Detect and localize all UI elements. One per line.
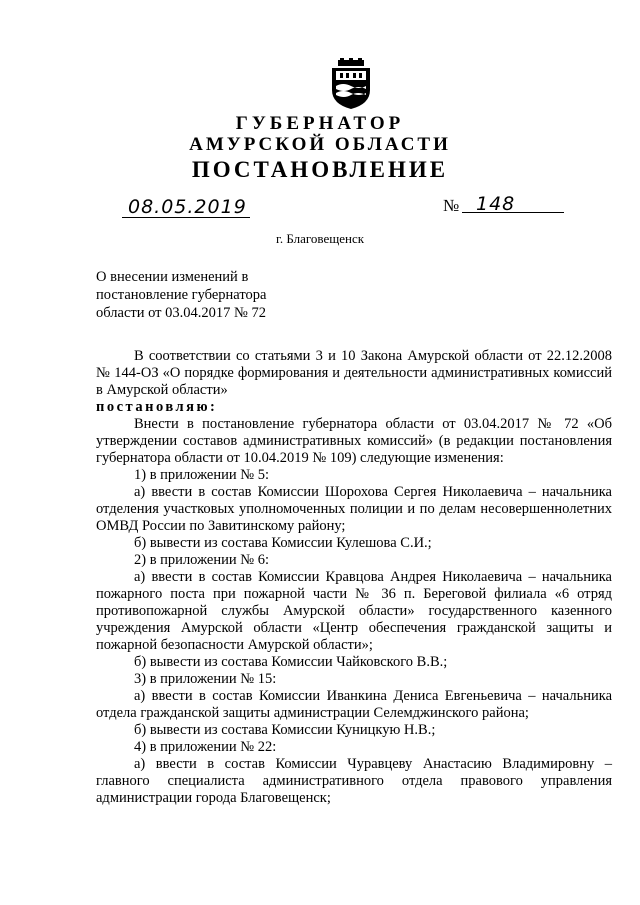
decree-date: 08.05.2019	[128, 196, 247, 218]
amur-region-coat-of-arms-icon	[328, 58, 374, 110]
decree-body	[96, 348, 612, 807]
document-type-title: ПОСТАНОВЛЕНИЕ	[191, 157, 449, 182]
body-paragraph: 1) в приложении № 5:	[134, 467, 269, 483]
city-name: г. Благовещенск	[275, 231, 365, 246]
date-underline	[122, 217, 250, 218]
body-paragraph: а) ввести в состав Комиссии Иванкина Дениса Евгеньевича – начальника отдела гражданской защиты администрации Селемджинского района;	[96, 688, 612, 721]
body-paragraph: б) вывести из состава Комиссии Кулешова С.И.;	[134, 535, 432, 551]
decree-subject	[96, 268, 266, 322]
header-region: АМУРСКОЙ ОБЛАСТИ	[189, 134, 451, 155]
subject-line: О внесении изменений в	[96, 269, 249, 285]
body-paragraph: 2) в приложении № 6:	[134, 552, 269, 568]
body-paragraph: 4) в приложении № 22:	[134, 739, 277, 755]
body-paragraph: а) ввести в состав Комиссии Кравцова Андрея Николаевича – начальника пожарного поста при пожарной части № 36 п. Береговой филиала «6 отряд противопожарной службы Амурской области» государственного казенного учреждения Амурской области «Центр обеспечения гражданской защиты и пожарной безопасности Амурской области»;	[96, 569, 612, 653]
subject-line: постановление губернатора	[96, 287, 267, 303]
body-paragraph: б) вывести из состава Комиссии Чайковского В.В.;	[134, 654, 448, 670]
preamble-paragraph: В соответствии со статьями 3 и 10 Закона Амурской области от 22.12.2008 № 144-ОЗ «О порядке формирования и деятельности административных комиссий в Амурской области»	[96, 348, 612, 398]
body-paragraph: б) вывести из состава Комиссии Куницкую Н.В.;	[134, 722, 436, 738]
decree-number: 148	[476, 193, 516, 215]
number-label: №	[443, 196, 460, 215]
body-paragraph: 3) в приложении № 15:	[134, 671, 277, 687]
decree-word: постановляю:	[96, 399, 218, 415]
header-governor: ГУБЕРНАТОР	[235, 113, 405, 134]
body-paragraph: Внести в постановление губернатора области от 03.04.2017 № 72 «Об утверждении составов административных комиссий» (в редакции постановления губернатора области от 10.04.2019 № 109) следующие изменения:	[96, 416, 612, 466]
number-underline	[462, 212, 564, 213]
body-paragraph: а) ввести в состав Комиссии Чуравцеву Анастасию Владимировну – главного специалиста административного отдела правового управления администрации города Благовещенск;	[96, 756, 612, 806]
subject-line: области от 03.04.2017 № 72	[96, 305, 266, 321]
body-paragraph: а) ввести в состав Комиссии Шорохова Сергея Николаевича – начальника отделения участковых уполномоченных полиции и по делам несовершеннолетних ОМВД России по Завитинскому району;	[96, 484, 612, 534]
